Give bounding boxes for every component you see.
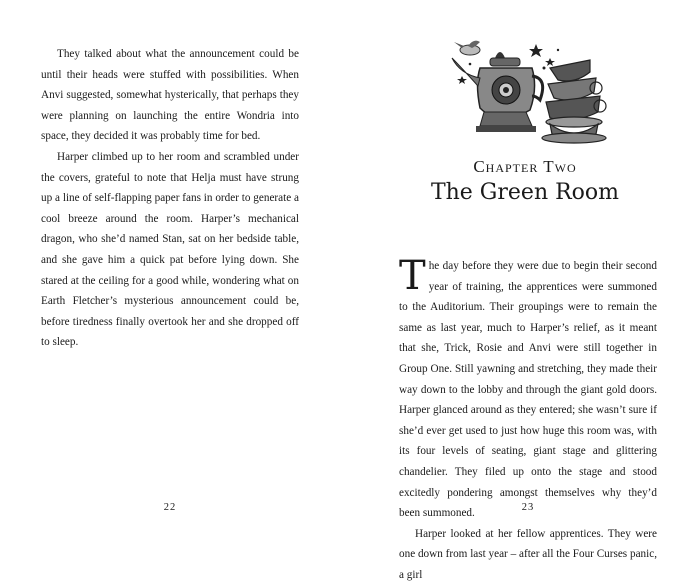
chapter-title: The Green Room [430,180,620,205]
right-paragraph-2: Harper looked at her fellow apprentices. They were one down from last year – after all the Four Curses panic, a girl [399,527,657,581]
left-paragraph-2: Harper climbed up to her room and scrambled under the covers, grateful to note that Helja must have strung up a line of self-flapping paper fans in order to generate a cool breeze around the room. Harper’s mechanical dragon, who she’d named Stan, sat on her bedside table, and she gave him a quick pat before lying down. She stared at the ceiling for a good while, wondering what on Earth Fletcher’s mysterious announcement could be, before tiredness finally overtook her and she dropped off to sleep. [41,150,299,349]
teacups-icon [542,60,606,143]
left-page [0,0,350,533]
teapot-and-teacups-illustration [440,38,610,146]
left-page-text [41,44,299,353]
page-number-right: 23 [521,502,535,513]
right-paragraph-1-text: he day before they were due to begin their second year of training, the apprentices were summoned to the Auditorium. Their groupings were to remain the same as last year, much to Harper’s relief, as it meant that she, Trick, Rosie and Anvi were still together in Group One. Still yawning and stretching, they made their way down to the lobby and through the giant gold doors. Harper glanced around as they entered; she wasn’t sure if she’d ever get used to just how huge this room was, with its four levels of seating, giant stage and glittering chandelier. They filed up onto the stage and stood excitedly pondering amongst themselves why they’d been summoned. [399,260,657,520]
chapter-label: Chapter Two [473,157,577,176]
bird-icon [454,41,480,55]
page-number-left: 22 [163,502,177,513]
left-paragraph-1: They talked about what the announcement could be until their heads were stuffed with possibilities. When Anvi suggested, somewhat hysterically, that perhaps they were planning on launching the entire Wondria into space, they decided it was probably time for bed. [41,48,299,143]
right-page-text [399,253,657,586]
right-page [350,0,700,581]
teapot-icon [452,52,543,132]
drop-cap: T [399,253,426,299]
right-paragraph-1 [399,253,657,524]
